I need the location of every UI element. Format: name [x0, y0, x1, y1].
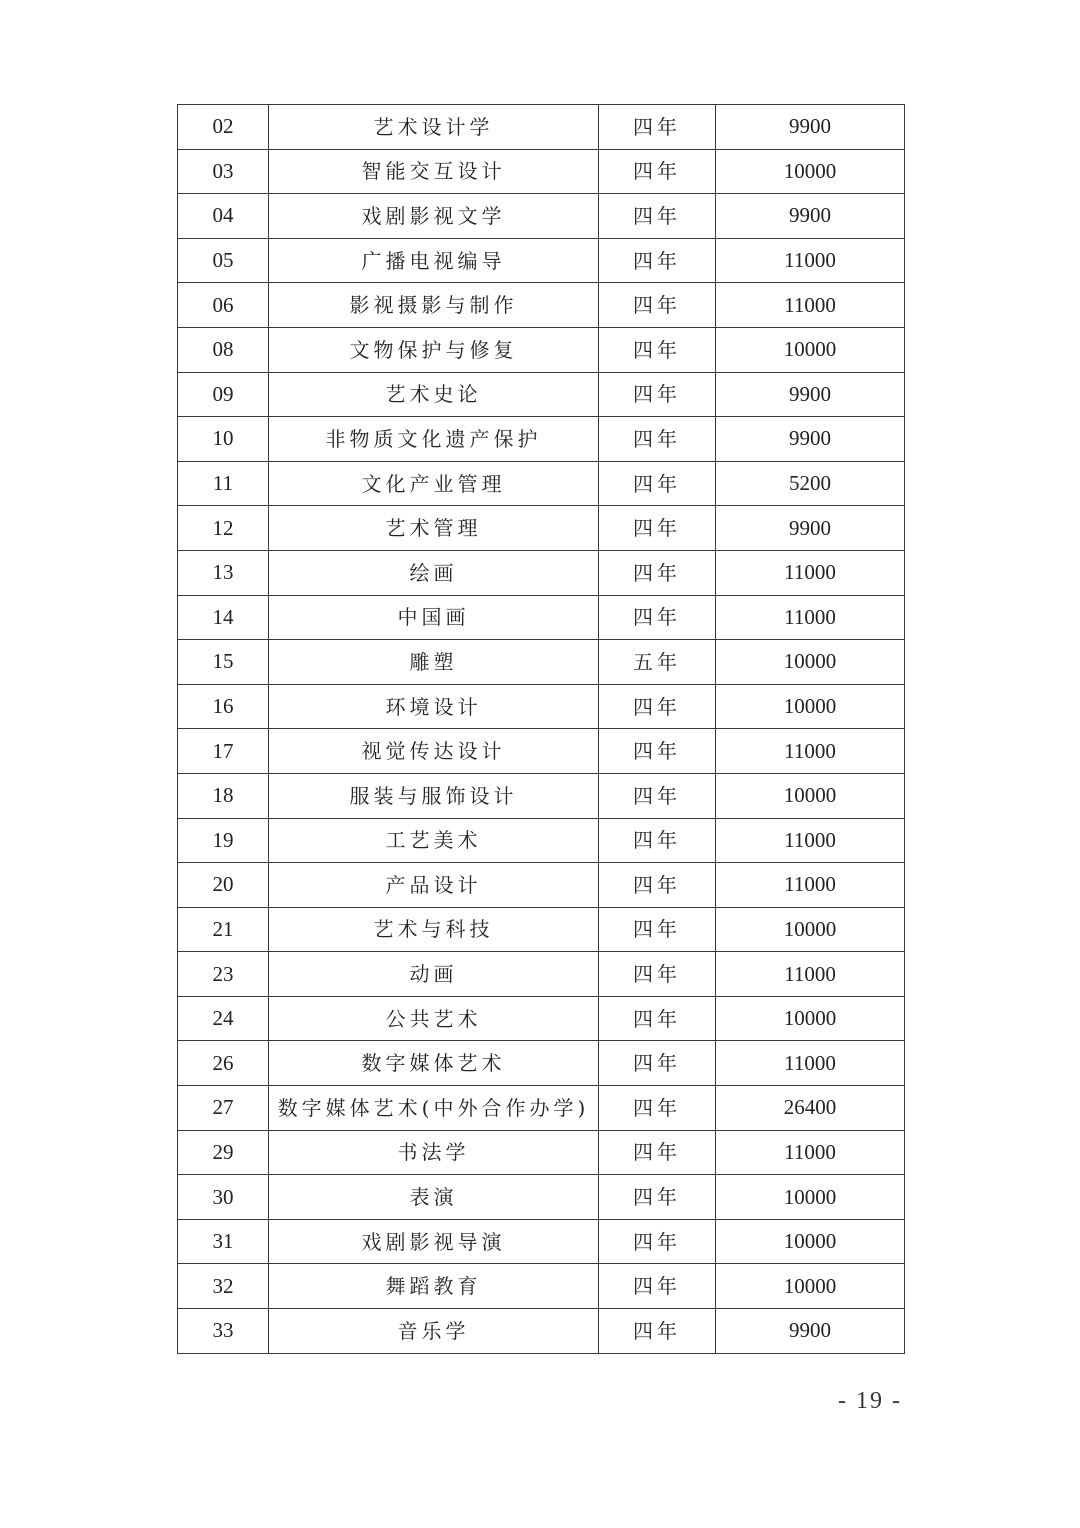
table-row	[178, 149, 905, 194]
tuition-fee-cell: 11000	[716, 729, 905, 774]
tuition-fee-cell: 11000	[716, 550, 905, 595]
major-name-cell: 产品设计	[269, 863, 599, 908]
table-row	[178, 238, 905, 283]
duration-cell: 四年	[599, 907, 716, 952]
program-code-cell: 14	[178, 595, 269, 640]
major-name-cell: 书法学	[269, 1130, 599, 1175]
duration-cell: 五年	[599, 640, 716, 685]
table-row	[178, 417, 905, 462]
major-name-cell: 非物质文化遗产保护	[269, 417, 599, 462]
table-row	[178, 461, 905, 506]
duration-cell: 四年	[599, 952, 716, 997]
program-code-cell: 16	[178, 684, 269, 729]
major-name-cell: 工艺美术	[269, 818, 599, 863]
major-name-cell: 表演	[269, 1175, 599, 1220]
program-code-cell: 26	[178, 1041, 269, 1086]
program-code-cell: 20	[178, 863, 269, 908]
tuition-fee-cell: 26400	[716, 1086, 905, 1131]
tuition-fee-cell: 10000	[716, 640, 905, 685]
tuition-table-body	[178, 105, 905, 1354]
program-code-cell: 11	[178, 461, 269, 506]
major-name-cell: 舞蹈教育	[269, 1264, 599, 1309]
duration-cell: 四年	[599, 1219, 716, 1264]
program-code-cell: 08	[178, 327, 269, 372]
major-name-cell: 智能交互设计	[269, 149, 599, 194]
table-row	[178, 863, 905, 908]
major-name-cell: 戏剧影视文学	[269, 194, 599, 239]
tuition-fee-cell: 11000	[716, 595, 905, 640]
duration-cell: 四年	[599, 1041, 716, 1086]
program-code-cell: 23	[178, 952, 269, 997]
major-name-cell: 音乐学	[269, 1309, 599, 1354]
major-name-cell: 广播电视编导	[269, 238, 599, 283]
tuition-fee-cell: 10000	[716, 907, 905, 952]
program-code-cell: 05	[178, 238, 269, 283]
duration-cell: 四年	[599, 729, 716, 774]
tuition-fee-cell: 9900	[716, 105, 905, 150]
major-name-cell: 绘画	[269, 550, 599, 595]
program-code-cell: 03	[178, 149, 269, 194]
duration-cell: 四年	[599, 550, 716, 595]
table-row	[178, 818, 905, 863]
duration-cell: 四年	[599, 818, 716, 863]
program-code-cell: 02	[178, 105, 269, 150]
duration-cell: 四年	[599, 1309, 716, 1354]
program-code-cell: 18	[178, 773, 269, 818]
table-row	[178, 1219, 905, 1264]
tuition-fee-cell: 11000	[716, 863, 905, 908]
table-row	[178, 105, 905, 150]
program-code-cell: 29	[178, 1130, 269, 1175]
table-row	[178, 952, 905, 997]
table-row	[178, 327, 905, 372]
program-code-cell: 09	[178, 372, 269, 417]
program-code-cell: 31	[178, 1219, 269, 1264]
duration-cell: 四年	[599, 1175, 716, 1220]
page-number: - 19 -	[838, 1388, 902, 1414]
duration-cell: 四年	[599, 238, 716, 283]
program-code-cell: 10	[178, 417, 269, 462]
tuition-fee-cell: 11000	[716, 952, 905, 997]
tuition-fee-cell: 5200	[716, 461, 905, 506]
program-code-cell: 06	[178, 283, 269, 328]
tuition-fee-cell: 10000	[716, 149, 905, 194]
major-name-cell: 动画	[269, 952, 599, 997]
program-code-cell: 21	[178, 907, 269, 952]
duration-cell: 四年	[599, 863, 716, 908]
table-row	[178, 1130, 905, 1175]
major-name-cell: 视觉传达设计	[269, 729, 599, 774]
major-name-cell: 中国画	[269, 595, 599, 640]
table-row	[178, 996, 905, 1041]
tuition-fee-cell: 9900	[716, 372, 905, 417]
duration-cell: 四年	[599, 327, 716, 372]
tuition-fee-cell: 11000	[716, 1041, 905, 1086]
tuition-fee-cell: 9900	[716, 1309, 905, 1354]
tuition-fee-cell: 11000	[716, 818, 905, 863]
table-row	[178, 729, 905, 774]
duration-cell: 四年	[599, 595, 716, 640]
major-name-cell: 公共艺术	[269, 996, 599, 1041]
major-name-cell: 文化产业管理	[269, 461, 599, 506]
table-row	[178, 194, 905, 239]
tuition-table	[177, 104, 905, 1354]
duration-cell: 四年	[599, 506, 716, 551]
program-code-cell: 13	[178, 550, 269, 595]
duration-cell: 四年	[599, 1086, 716, 1131]
table-row	[178, 640, 905, 685]
tuition-fee-cell: 11000	[716, 1130, 905, 1175]
duration-cell: 四年	[599, 417, 716, 462]
tuition-fee-cell: 9900	[716, 194, 905, 239]
major-name-cell: 雕塑	[269, 640, 599, 685]
major-name-cell: 艺术管理	[269, 506, 599, 551]
major-name-cell: 数字媒体艺术(中外合作办学)	[269, 1086, 599, 1131]
major-name-cell: 影视摄影与制作	[269, 283, 599, 328]
program-code-cell: 17	[178, 729, 269, 774]
table-row	[178, 595, 905, 640]
table-row	[178, 684, 905, 729]
major-name-cell: 艺术史论	[269, 372, 599, 417]
table-row	[178, 283, 905, 328]
tuition-fee-cell: 11000	[716, 283, 905, 328]
duration-cell: 四年	[599, 996, 716, 1041]
table-row	[178, 1175, 905, 1220]
program-code-cell: 30	[178, 1175, 269, 1220]
table-row	[178, 1309, 905, 1354]
tuition-fee-cell: 10000	[716, 1264, 905, 1309]
program-code-cell: 04	[178, 194, 269, 239]
major-name-cell: 艺术与科技	[269, 907, 599, 952]
major-name-cell: 数字媒体艺术	[269, 1041, 599, 1086]
major-name-cell: 服装与服饰设计	[269, 773, 599, 818]
table-row	[178, 1086, 905, 1131]
program-code-cell: 33	[178, 1309, 269, 1354]
tuition-fee-cell: 10000	[716, 327, 905, 372]
table-row	[178, 372, 905, 417]
major-name-cell: 戏剧影视导演	[269, 1219, 599, 1264]
program-code-cell: 32	[178, 1264, 269, 1309]
duration-cell: 四年	[599, 1264, 716, 1309]
major-name-cell: 文物保护与修复	[269, 327, 599, 372]
duration-cell: 四年	[599, 461, 716, 506]
program-code-cell: 15	[178, 640, 269, 685]
program-code-cell: 12	[178, 506, 269, 551]
program-code-cell: 27	[178, 1086, 269, 1131]
duration-cell: 四年	[599, 1130, 716, 1175]
tuition-fee-cell: 11000	[716, 238, 905, 283]
duration-cell: 四年	[599, 773, 716, 818]
table-row	[178, 773, 905, 818]
duration-cell: 四年	[599, 149, 716, 194]
tuition-fee-cell: 10000	[716, 773, 905, 818]
table-row	[178, 550, 905, 595]
tuition-fee-cell: 9900	[716, 506, 905, 551]
duration-cell: 四年	[599, 372, 716, 417]
table-row	[178, 907, 905, 952]
program-code-cell: 19	[178, 818, 269, 863]
major-name-cell: 艺术设计学	[269, 105, 599, 150]
table-row	[178, 506, 905, 551]
tuition-fee-cell: 10000	[716, 1175, 905, 1220]
duration-cell: 四年	[599, 684, 716, 729]
tuition-fee-cell: 10000	[716, 996, 905, 1041]
tuition-fee-cell: 10000	[716, 1219, 905, 1264]
program-code-cell: 24	[178, 996, 269, 1041]
duration-cell: 四年	[599, 194, 716, 239]
duration-cell: 四年	[599, 283, 716, 328]
tuition-fee-cell: 9900	[716, 417, 905, 462]
duration-cell: 四年	[599, 105, 716, 150]
tuition-fee-cell: 10000	[716, 684, 905, 729]
table-row	[178, 1264, 905, 1309]
table-row	[178, 1041, 905, 1086]
major-name-cell: 环境设计	[269, 684, 599, 729]
